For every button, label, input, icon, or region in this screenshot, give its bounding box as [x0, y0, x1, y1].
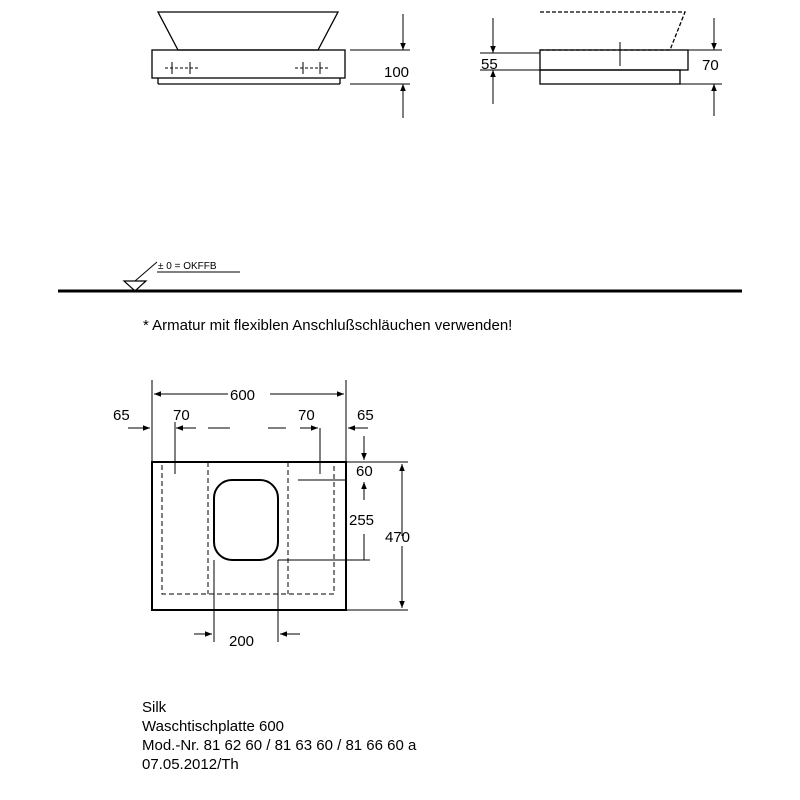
floor-reference-label: ± 0 = OKFFB — [158, 261, 217, 272]
front-countertop — [152, 50, 345, 78]
front-mounting-marks — [165, 62, 330, 74]
plan-dimension-rails — [128, 422, 368, 436]
plan-top-offset-label: 60 — [356, 463, 373, 480]
title-block — [142, 698, 416, 774]
model-numbers: Mod.-Nr. 81 62 60 / 81 63 60 / 81 66 60 a — [142, 737, 417, 754]
front-basin-outline — [158, 12, 338, 50]
plan-right-rail-label: 70 — [298, 407, 315, 424]
plan-total-depth-label: 470 — [385, 529, 411, 546]
drawing-date: 07.05.2012/Th — [142, 756, 239, 773]
plan-basin-width-label: 200 — [229, 633, 255, 650]
plan-left-margin-label: 65 — [113, 407, 130, 424]
plan-basin-outline — [214, 480, 278, 560]
plan-substructure-outline — [162, 462, 334, 594]
side-basin-outline — [540, 12, 685, 50]
plan-centerlines — [175, 428, 346, 480]
side-height-label: 70 — [702, 57, 719, 74]
side-countertop — [540, 50, 688, 70]
side-base — [540, 70, 680, 84]
product-name: Silk — [142, 699, 167, 716]
side-view — [480, 12, 722, 116]
plan-dimension-200 — [194, 560, 300, 642]
plan-width-label: 600 — [230, 387, 256, 404]
front-height-label: 100 — [384, 64, 410, 81]
plan-left-rail-label: 70 — [173, 407, 190, 424]
installation-note: * Armatur mit flexiblen Anschlußschläuchen verwenden! — [143, 317, 513, 334]
plan-countertop-outline — [152, 462, 346, 610]
product-description: Waschtischplatte 600 — [142, 718, 285, 735]
side-inner-label: 55 — [481, 56, 498, 73]
plan-basin-depth-label: 255 — [349, 512, 375, 529]
front-view — [152, 12, 410, 118]
plan-right-margin-label: 65 — [357, 407, 374, 424]
